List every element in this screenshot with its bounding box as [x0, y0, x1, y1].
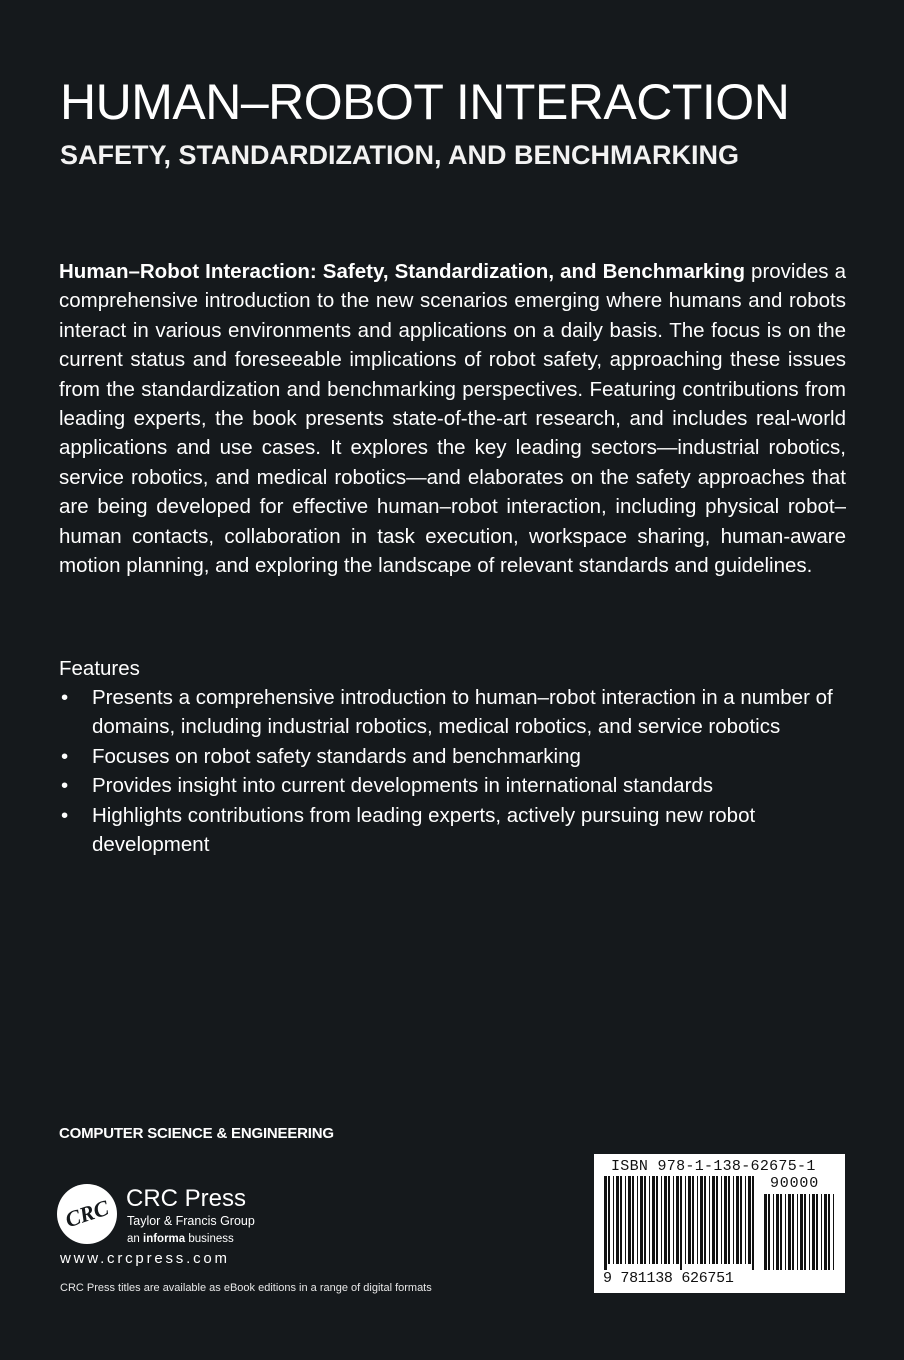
feature-text: Focuses on robot safety standards and benchmarking — [92, 744, 581, 768]
features-list — [59, 683, 839, 859]
features-heading: Features — [59, 657, 140, 680]
book-title: HUMAN–ROBOT INTERACTION — [60, 74, 790, 130]
feature-text: Highlights contributions from leading experts, actively pursuing new robot development — [92, 803, 756, 857]
publisher-website: www.crcpress.com — [60, 1250, 230, 1267]
feature-item — [59, 801, 839, 860]
feature-item — [59, 771, 839, 800]
barcode-number: 9 781138 626751 — [603, 1270, 734, 1287]
publisher-group: Taylor & Francis Group — [127, 1214, 255, 1228]
crc-logo-text: CRC — [62, 1194, 112, 1233]
crc-logo-icon — [57, 1184, 117, 1244]
book-description — [59, 257, 846, 580]
ean-barcode-icon — [604, 1176, 756, 1272]
bullet-icon: • — [61, 774, 69, 798]
bullet-icon: • — [61, 803, 69, 827]
isbn-text: ISBN 978-1-138-62675-1 — [611, 1158, 816, 1175]
description-lead: Human–Robot Interaction: Safety, Standardization, and Benchmarking — [59, 260, 745, 283]
book-subtitle: SAFETY, STANDARDIZATION, AND BENCHMARKING — [60, 140, 739, 170]
feature-text: Provides insight into current developments in international standards — [92, 774, 714, 798]
feature-item — [59, 683, 839, 742]
feature-item — [59, 742, 839, 771]
barcode-panel — [594, 1154, 845, 1293]
addon-barcode-icon — [764, 1194, 836, 1272]
price-code: 90000 — [770, 1175, 820, 1192]
description-text: provides a comprehensive introduction to the new scenarios emerging where humans and robots interact in various environments and applications on a daily basis. The focus is on the current status and foreseeable implications of robot safety, approaching these issues from the standardization and benchmarking perspectives. Featuring contributions from leading experts, the book presents state-of-the-art research, and includes real-world applications and use cases. It explores the key leading sectors—industrial robotics, service robotics, and medical robotics—and elaborates on the safety approaches that are being developed for effective human–robot interaction, including physical robot–human contacts, collaboration in task execution, workspace sharing, human-aware motion planning, and exploring the landscape of relevant standards and guidelines. — [59, 260, 847, 578]
subject-category: COMPUTER SCIENCE & ENGINEERING — [59, 1125, 334, 1142]
publisher-business: an informa business — [127, 1233, 234, 1245]
bullet-icon: • — [61, 686, 69, 709]
feature-text: Presents a comprehensive introduction to human–robot interaction in a number of domains, including industrial robotics, medical robotics, and service robotics — [92, 686, 833, 739]
bullet-icon: • — [61, 744, 69, 768]
ebook-footnote: CRC Press titles are available as eBook editions in a range of digital formats — [60, 1282, 432, 1294]
publisher-name: CRC Press — [126, 1185, 247, 1212]
